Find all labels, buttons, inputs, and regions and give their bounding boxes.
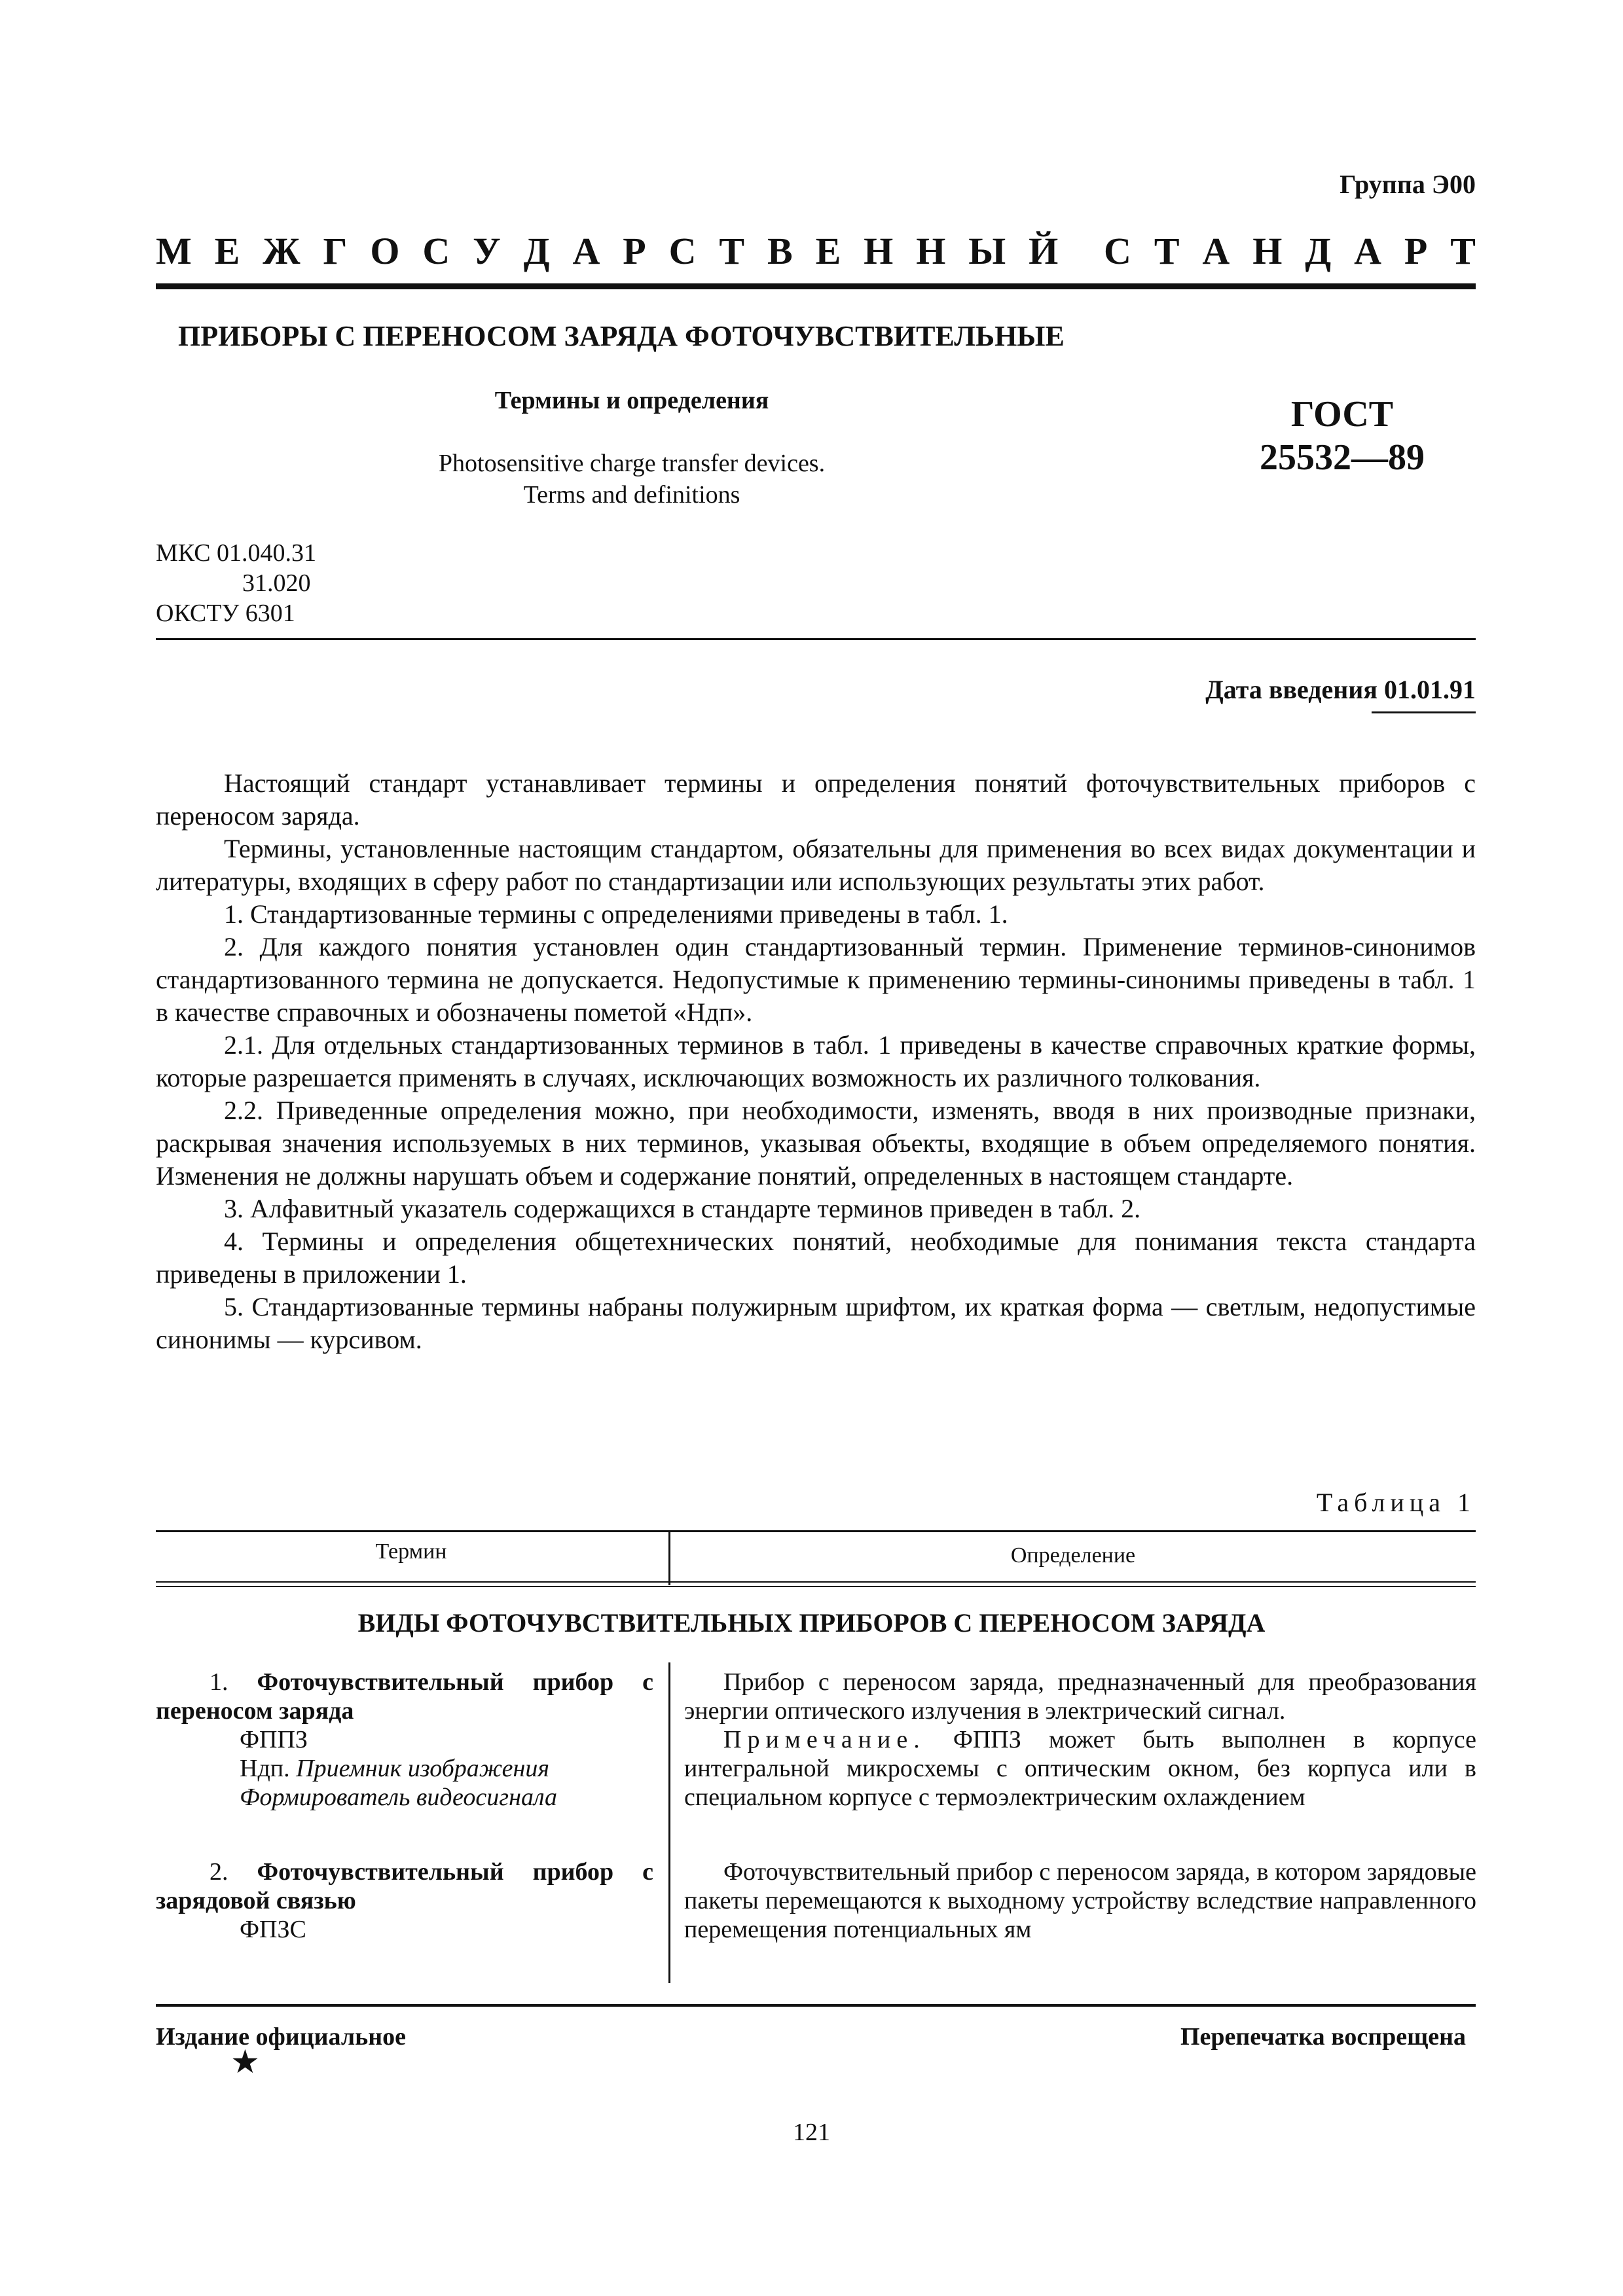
- document-title: ПРИБОРЫ С ПЕРЕНОСОМ ЗАРЯДА ФОТОЧУВСТВИТЕЛЬНЫЕ: [178, 320, 1065, 352]
- heading-letter: А: [1354, 230, 1381, 272]
- standard-type-heading: [156, 229, 1476, 273]
- group-label: Группа Э00: [1340, 170, 1476, 199]
- heading-letter: Д: [1305, 230, 1332, 272]
- table-row-definition: [684, 1857, 1476, 1944]
- footer-official-edition: Издание официальное: [156, 2023, 407, 2051]
- heading-letter: Д: [523, 230, 550, 272]
- body-paragraph: 3. Алфавитный указатель содержащихся в стандарте терминов приведен в табл. 2.: [224, 1194, 1141, 1223]
- mks-code: МКС 01.040.31: [156, 539, 317, 567]
- heading-letter: Й: [1029, 230, 1059, 272]
- heading-letter: Н: [1252, 230, 1283, 272]
- document-subtitle: Термины и определения: [494, 387, 769, 414]
- note-text: ФППЗ может быть выполнен в корпусе интегральной микросхемы с оптическим окном, без корпуса или в специальном корпусе с термоэлектрическим охлаждением: [684, 1726, 1476, 1811]
- definition-text: Фоточувствительный прибор с переносом заряда, в котором зарядовые пакеты перемещаются к выходному устройству вследствие направленного перемещения потенциальных ям: [684, 1858, 1476, 1943]
- term-name: Фоточувствительный прибор с зарядовой связью: [156, 1858, 653, 1914]
- heading-letter: М: [156, 230, 192, 272]
- heading-letter: Е: [815, 230, 841, 272]
- heading-letter: Т: [1450, 230, 1476, 272]
- term-entry: [156, 1668, 653, 1725]
- gost-designation: [1231, 393, 1453, 479]
- table-top-rule: [156, 1530, 1476, 1532]
- body-paragraph: 2.1. Для отдельных стандартизованных терминов в табл. 1 приведены в качестве справочных краткие формы, которые разрешается применять в случаях, исключающих возможность их различного толкования.: [156, 1030, 1476, 1092]
- table-row-term: [156, 1857, 653, 1944]
- term-number: 2.: [210, 1858, 257, 1886]
- body-paragraph: 2. Для каждого понятия установлен один стандартизованный термин. Применение терминов-синонимов стандартизованного термина не допускается. Недопустимые к применению термины-синонимы приведены в табл. 1 в качестве справочных и обозначены пометой «Ндп».: [156, 932, 1476, 1027]
- term-number: 1.: [210, 1668, 257, 1696]
- heading-letter: Н: [864, 230, 894, 272]
- term-entry: [156, 1857, 653, 1915]
- table-label: Таблица 1: [1316, 1488, 1476, 1517]
- term-ndp: [156, 1754, 653, 1783]
- table-section-heading: ВИДЫ ФОТОЧУВСТВИТЕЛЬНЫХ ПРИБОРОВ С ПЕРЕНОСОМ ЗАРЯДА: [357, 1608, 1266, 1638]
- heading-letter: Е: [214, 230, 240, 272]
- table-header-rule: [156, 1581, 1476, 1583]
- english-title: [0, 448, 1264, 511]
- term-name: Фоточувствительный прибор с переносом заряда: [156, 1668, 653, 1725]
- heading-letter: Г: [323, 230, 348, 272]
- note-title: Примечание.: [723, 1726, 926, 1753]
- footer-reprint-notice: Перепечатка воспрещена: [1180, 2023, 1466, 2051]
- heading-letter: Ы: [968, 230, 1006, 272]
- heading-letter: С: [668, 230, 697, 272]
- table-header-rule: [156, 1586, 1476, 1587]
- term-short-form: ФППЗ: [240, 1726, 308, 1753]
- ndp-label: Ндп.: [240, 1755, 297, 1782]
- body-paragraph: Настоящий стандарт устанавливает термины и определения понятий фоточувствительных приборов с переносом заряда.: [156, 768, 1476, 831]
- heading-letter: Т: [1154, 230, 1180, 272]
- classification-codes: [156, 538, 316, 628]
- term-ndp-cont: [156, 1783, 653, 1812]
- intro-date-underline: [1372, 711, 1476, 713]
- gost-number: 25532—89: [1260, 437, 1425, 478]
- ndp-synonym: Формирователь видеосигнала: [240, 1784, 558, 1811]
- heading-letter: У: [473, 230, 501, 272]
- intro-date-label: Дата введения: [1205, 675, 1384, 704]
- intro-date: [1205, 674, 1476, 705]
- definition-text: Прибор с переносом заряда, предназначенный для преобразования энергии оптического излучения в электрический сигнал.: [684, 1668, 1476, 1725]
- heading-letter: А: [1202, 230, 1230, 272]
- heading-letter: Т: [719, 230, 745, 272]
- heading-letter: О: [370, 230, 400, 272]
- body-paragraph: 1. Стандартизованные термины с определениями приведены в табл. 1.: [224, 899, 1008, 929]
- heading-letter: Н: [916, 230, 946, 272]
- classification-rule: [156, 638, 1476, 640]
- body-paragraph: 5. Стандартизованные термины набраны полужирным шрифтом, их краткая форма — светлым, недопустимые синонимы — курсивом.: [156, 1292, 1476, 1354]
- gost-label: ГОСТ: [1290, 394, 1394, 435]
- body-paragraph: 2.2. Приведенные определения можно, при необходимости, изменять, вводя в них производные признаки, раскрывая значения используемых в них терминов, указывая объекты, входящие в объем определяемого понятия. Изменения не должны нарушать объем и содержание понятий, определенных в настоящем стандарте.: [156, 1096, 1476, 1191]
- body-paragraph: 4. Термины и определения общетехнических понятий, необходимые для понимания текста стандарта приведены в приложении 1.: [156, 1227, 1476, 1289]
- footer-rule: [156, 2004, 1476, 2007]
- star-icon: ★: [230, 2043, 260, 2080]
- definition-note: [684, 1725, 1476, 1812]
- table-row-term: [156, 1668, 653, 1812]
- table-column-divider: [668, 1662, 670, 1983]
- header-rule: [156, 283, 1476, 289]
- heading-letter: Р: [1404, 230, 1428, 272]
- okstu-code: ОКСТУ 6301: [156, 600, 295, 627]
- intro-date-value: 01.01.91: [1384, 675, 1476, 704]
- heading-letter: Р: [623, 230, 646, 272]
- heading-letter: С: [422, 230, 450, 272]
- heading-letter: А: [572, 230, 600, 272]
- table-header-term: Термин: [375, 1539, 447, 1564]
- heading-letter: Ж: [263, 230, 301, 272]
- mks-code-extra: 31.020: [242, 569, 311, 597]
- page-number: 121: [793, 2119, 830, 2146]
- heading-letter: В: [767, 230, 793, 272]
- english-title-line: Terms and definitions: [523, 481, 740, 509]
- term-short-form: ФПЗС: [240, 1916, 306, 1943]
- body-text: [156, 767, 1476, 1356]
- english-title-line: Photosensitive charge transfer devices.: [438, 450, 826, 477]
- table-header-definition: Определение: [1010, 1543, 1136, 1568]
- ndp-synonym: Приемник изображения: [296, 1755, 550, 1782]
- heading-letter: С: [1104, 230, 1131, 272]
- table-row-definition: [684, 1668, 1476, 1812]
- body-paragraph: Термины, установленные настоящим стандартом, обязательны для применения во всех видах документации и литературы, входящих в сферу работ по стандартизации или использующих результаты этих работ.: [156, 834, 1476, 896]
